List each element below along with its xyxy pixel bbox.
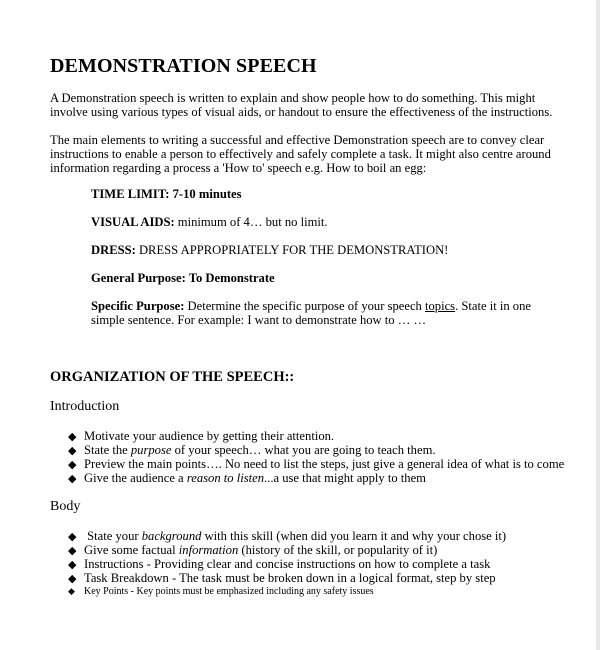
- organization-heading: ORGANIZATION OF THE SPEECH::: [50, 369, 295, 385]
- diamond-bullet-icon: ◆: [68, 586, 75, 596]
- bullet-emphasis: reason to listen: [186, 471, 265, 485]
- list-item: [68, 471, 578, 486]
- diamond-bullet-icon: ◆: [68, 459, 77, 471]
- dress-label: DRESS:: [91, 243, 136, 257]
- diamond-bullet-icon: ◆: [68, 545, 77, 557]
- bullet-emphasis: information: [178, 543, 239, 557]
- bullet-text: of your speech… what you are going to teach them.: [171, 443, 436, 457]
- specific-purpose-text-2: . State it in one simple sentence. For example: I want to demonstrate how to … …: [91, 299, 531, 327]
- bullet-text: State your: [84, 529, 142, 543]
- bullet-text: (history of the skill, or popularity of it): [238, 543, 438, 557]
- list-item: [68, 557, 578, 572]
- list-item: [68, 529, 578, 544]
- list-item: [68, 429, 578, 444]
- diamond-bullet-icon: ◆: [68, 573, 77, 585]
- bullet-text: Preview the main points…. No need to list the steps, just give a general idea of what is to come: [84, 457, 565, 471]
- general-purpose: General Purpose: To Demonstrate: [91, 271, 275, 285]
- dress: [91, 243, 561, 257]
- list-item: [68, 457, 578, 472]
- specific-purpose-label: Specific Purpose:: [91, 299, 185, 313]
- list-item: [68, 543, 578, 558]
- visual-aids-value: minimum of 4… but no limit.: [174, 215, 328, 229]
- visual-aids-label: VISUAL AIDS:: [91, 215, 175, 229]
- body-heading: Body: [50, 499, 81, 514]
- bullet-text: Instructions - Providing clear and concise instructions on how to complete a task: [84, 557, 491, 571]
- time-limit: TIME LIMIT: 7-10 minutes: [91, 187, 242, 201]
- bullet-text: with this skill (when did you learn it and why your chose it): [201, 529, 507, 543]
- list-item: [68, 443, 578, 458]
- bullet-text: ...a use that might apply to them: [264, 471, 426, 485]
- specific-purpose-text-1: Determine the specific purpose of your speech: [184, 299, 425, 313]
- specific-purpose: [91, 299, 561, 327]
- dress-value: DRESS APPROPRIATELY FOR THE DEMONSTRATION!: [135, 243, 449, 257]
- bullet-text: Key Points - Key points must be emphasized including any safety issues: [84, 586, 374, 597]
- page-edge: [596, 0, 600, 650]
- bullet-text: State the: [84, 443, 131, 457]
- bullet-text: Motivate your audience by getting their attention.: [84, 429, 335, 443]
- intro-paragraph-1: A Demonstration speech is written to explain and show people how to do something. This might involve using various types of visual aids, or handout to ensure the effectiveness of the instructions.: [50, 91, 553, 119]
- bullet-text: Task Breakdown - The task must be broken down in a logical format, step by step: [84, 571, 496, 585]
- visual-aids: [91, 215, 561, 229]
- bullet-emphasis: purpose: [130, 443, 172, 457]
- introduction-heading: Introduction: [50, 399, 120, 414]
- bullet-emphasis: background: [141, 529, 202, 543]
- list-item: [68, 584, 578, 599]
- page-title: DEMONSTRATION SPEECH: [50, 55, 317, 77]
- diamond-bullet-icon: ◆: [68, 473, 77, 485]
- diamond-bullet-icon: ◆: [68, 431, 77, 443]
- diamond-bullet-icon: ◆: [68, 445, 77, 457]
- diamond-bullet-icon: ◆: [68, 559, 77, 571]
- bullet-text: Give some factual: [84, 543, 179, 557]
- intro-paragraph-2: The main elements to writing a successful and effective Demonstration speech are to convey clear instructions to enable a person to effectively and safely complete a task. It might also centre around information regarding a process a 'How to' speech e.g. How to boil an egg:: [50, 133, 551, 175]
- topics-link[interactable]: topics: [424, 299, 456, 313]
- diamond-bullet-icon: ◆: [68, 531, 77, 543]
- bullet-text: Give the audience a: [84, 471, 187, 485]
